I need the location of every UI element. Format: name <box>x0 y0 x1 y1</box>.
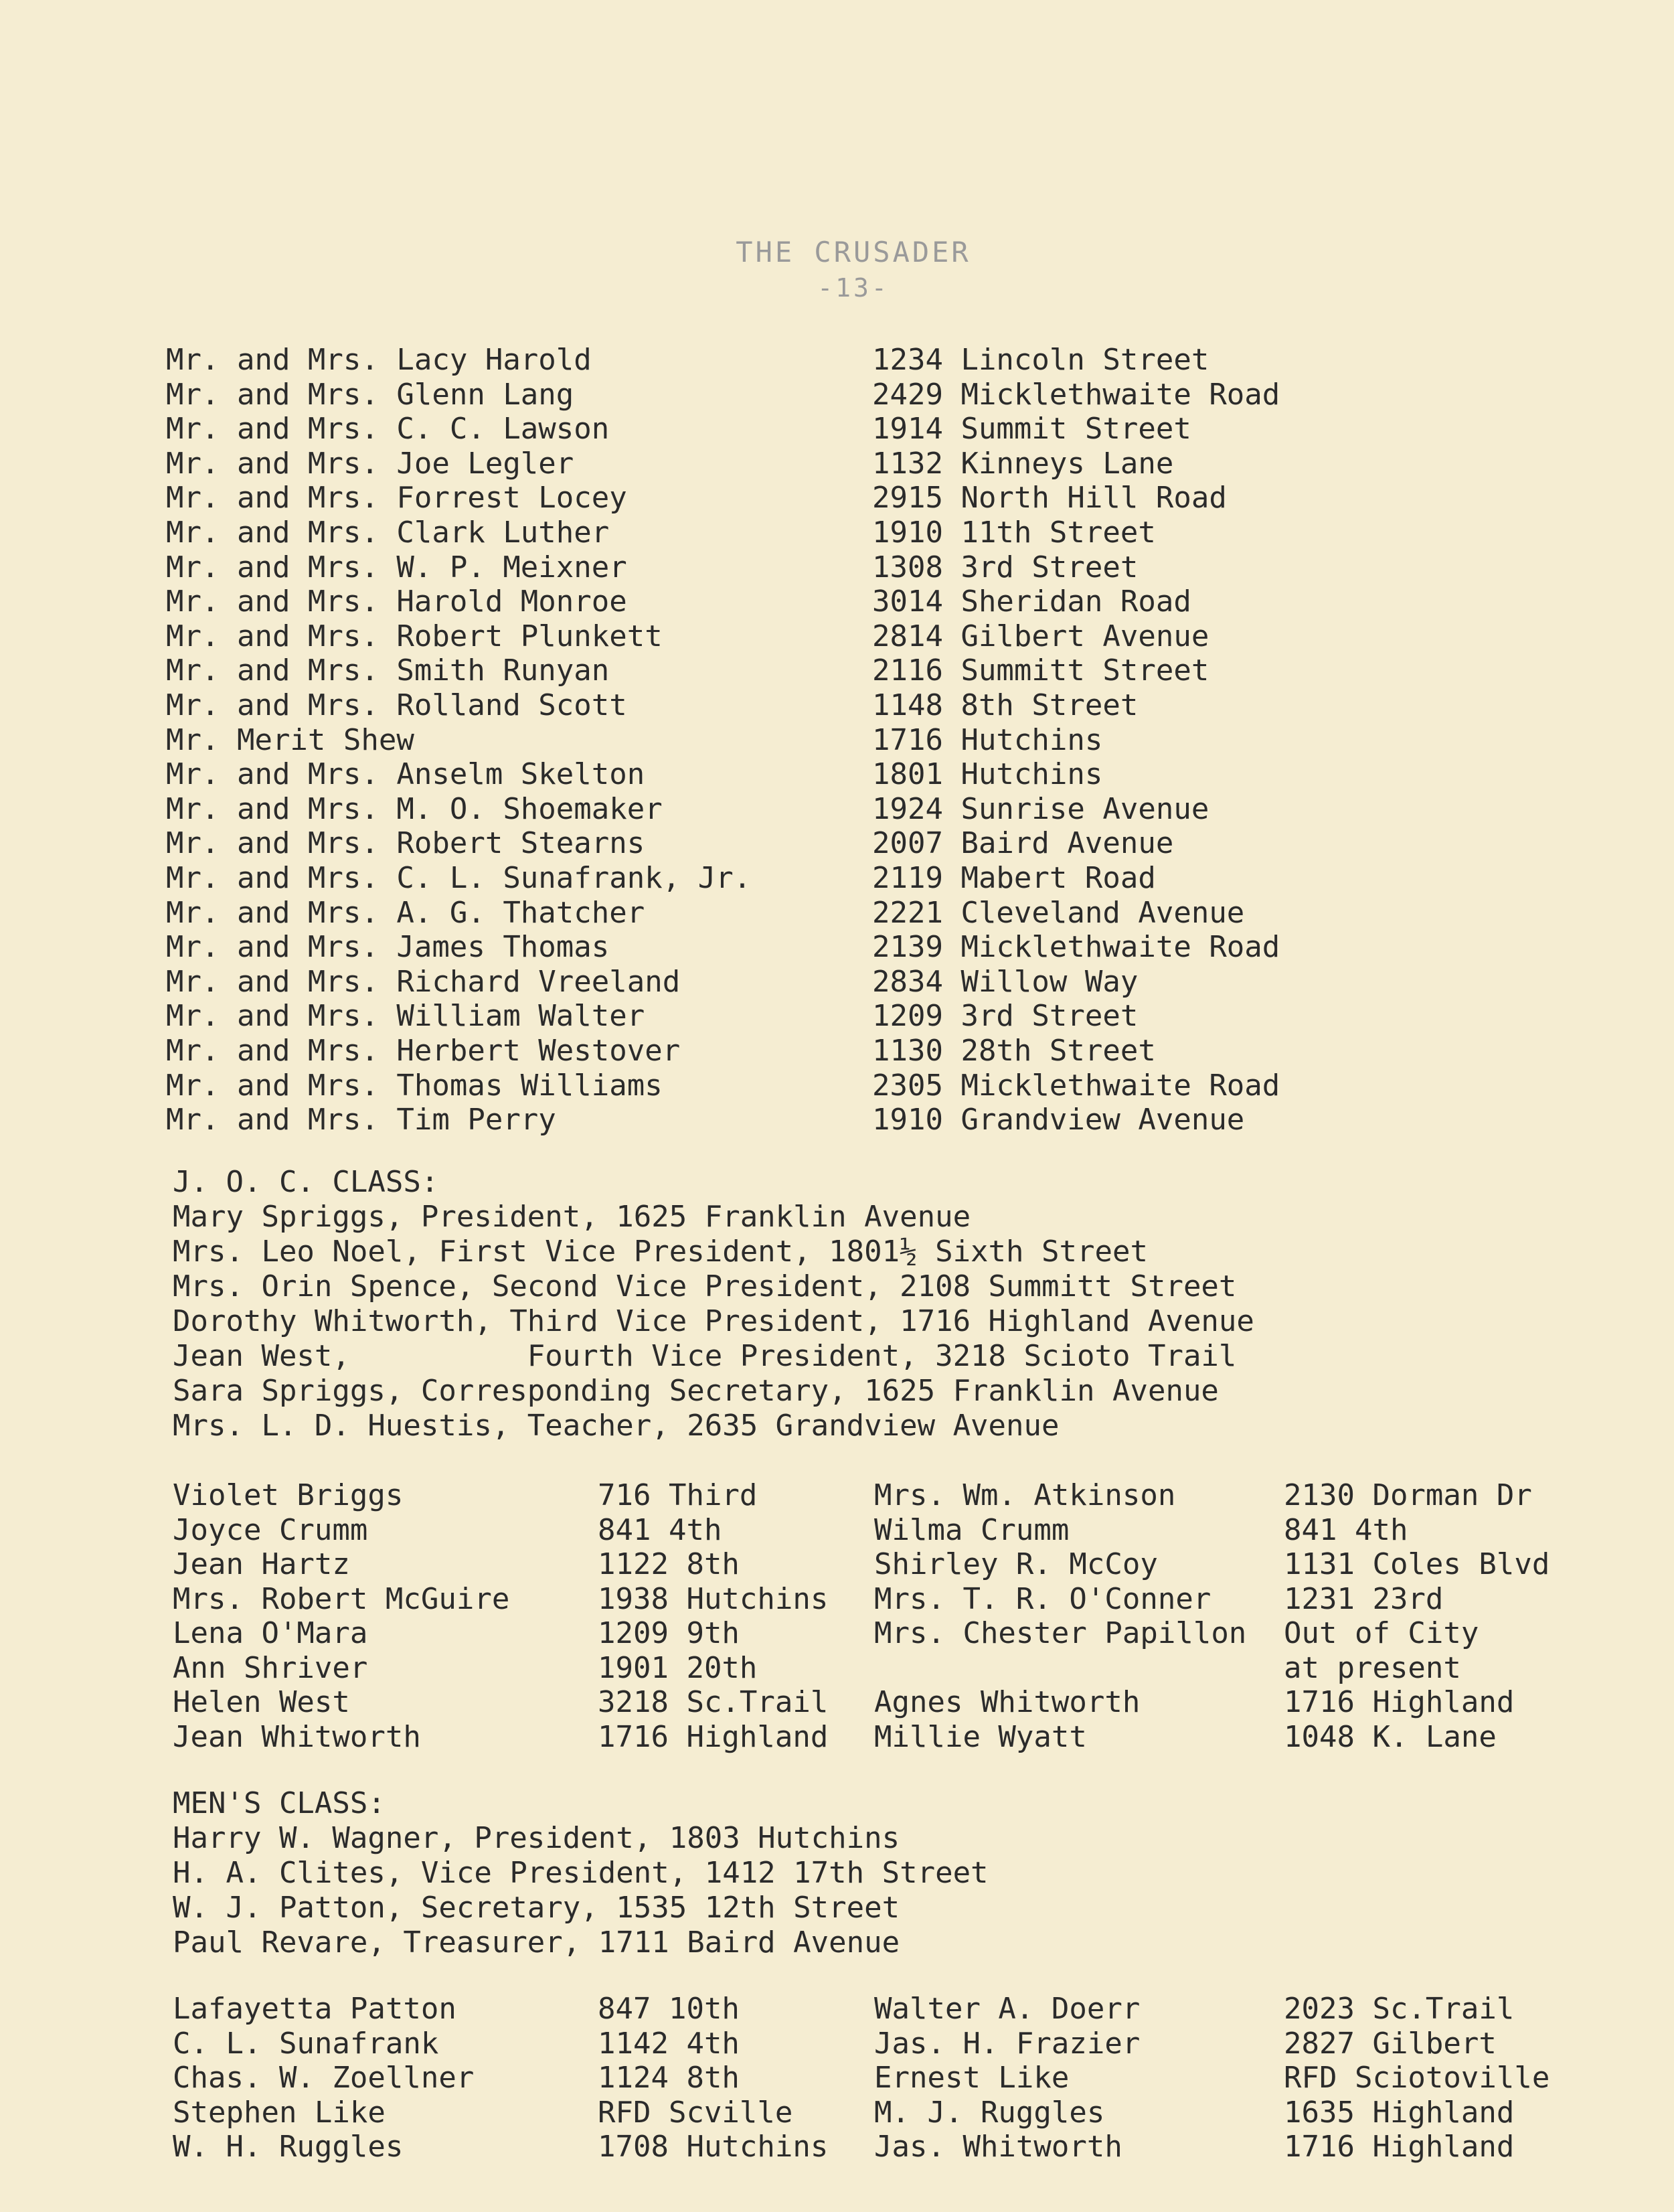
table-row <box>0 1651 1674 1686</box>
member-address: 3218 Sc.Trail <box>598 1685 829 1719</box>
officer-line: Harry W. Wagner, President, 1803 Hutchins <box>173 1821 900 1855</box>
member-name: Mr. and Mrs. William Walter <box>166 999 645 1034</box>
member-name: Mr. and Mrs. Herbert Westover <box>166 1034 681 1068</box>
mens-class-heading: MEN'S CLASS: <box>173 1786 386 1820</box>
member-address: 716 Third <box>598 1478 758 1512</box>
member-name: Shirley R. McCoy <box>874 1547 1158 1581</box>
member-name: Mr. and Mrs. Joe Legler <box>166 446 574 481</box>
member-row <box>0 378 1674 412</box>
member-row <box>0 584 1674 619</box>
member-name: C. L. Sunafrank <box>173 2026 439 2061</box>
member-address: Out of City <box>1284 1616 1479 1650</box>
member-row <box>0 861 1674 896</box>
member-name: Mr. and Mrs. Clark Luther <box>166 516 610 550</box>
member-name: Mr. and Mrs. Tim Perry <box>166 1103 556 1137</box>
page-number: -13- <box>817 273 890 303</box>
member-name: Mr. and Mrs. Lacy Harold <box>166 343 592 377</box>
officer-line: Jean West, Fourth Vice President, 3218 Scioto Trail <box>173 1339 1237 1373</box>
member-row <box>0 447 1674 481</box>
member-address: 1801 Hutchins <box>872 757 1103 792</box>
member-row <box>0 550 1674 585</box>
member-name: Mr. and Mrs. Richard Vreeland <box>166 964 681 999</box>
member-address: 2007 Baird Avenue <box>872 826 1174 861</box>
member-address: RFD Sciotoville <box>1284 2061 1550 2095</box>
member-row <box>0 930 1674 965</box>
joc-class-heading: J. O. C. CLASS: <box>173 1165 439 1199</box>
member-address: 1914 Summit Street <box>872 412 1191 447</box>
member-name: Wilma Crumm <box>874 1512 1070 1547</box>
table-row <box>0 2027 1674 2061</box>
member-name: Lafayetta Patton <box>173 1992 456 2026</box>
member-address: 1130 28th Street <box>872 1034 1156 1068</box>
member-name: Ann Shriver <box>173 1650 368 1685</box>
member-row <box>0 688 1674 723</box>
member-name: Mr. and Mrs. Thomas Williams <box>166 1068 663 1103</box>
member-row <box>0 896 1674 931</box>
member-address: 3014 Sheridan Road <box>872 584 1191 619</box>
member-address: 1716 Highland <box>598 1719 829 1754</box>
member-name: Mr. and Mrs. Glenn Lang <box>166 377 574 412</box>
member-address: 2221 Cleveland Avenue <box>872 895 1245 930</box>
member-address: 1716 Hutchins <box>872 722 1103 757</box>
officer-line: Sara Spriggs, Corresponding Secretary, 1625 Franklin Avenue <box>173 1374 1219 1408</box>
table-row <box>0 1992 1674 2027</box>
member-name: Mr. and Mrs. A. G. Thatcher <box>166 895 645 930</box>
member-name: Mrs. Robert McGuire <box>173 1581 510 1616</box>
member-address: 1635 Highland <box>1284 2095 1515 2130</box>
member-address: 1308 3rd Street <box>872 550 1139 584</box>
member-name: Mrs. Wm. Atkinson <box>874 1478 1176 1512</box>
member-address: 1910 Grandview Avenue <box>872 1103 1245 1137</box>
table-row <box>0 2096 1674 2130</box>
member-address: 2814 Gilbert Avenue <box>872 619 1209 653</box>
member-address: 1124 8th <box>598 2061 740 2095</box>
member-row <box>0 999 1674 1034</box>
member-address: 1048 K. Lane <box>1284 1719 1497 1754</box>
member-name: Jas. Whitworth <box>874 2130 1122 2164</box>
member-address: 1938 Hutchins <box>598 1581 829 1616</box>
member-name: Mr. and Mrs. Harold Monroe <box>166 584 627 619</box>
table-row <box>0 1685 1674 1720</box>
member-address: 1901 20th <box>598 1650 758 1685</box>
member-address: 2119 Mabert Road <box>872 861 1156 895</box>
member-address: 1209 3rd Street <box>872 999 1139 1034</box>
member-name: Joyce Crumm <box>173 1512 368 1547</box>
officer-line: Mrs. Leo Noel, First Vice President, 1801½ Sixth Street <box>173 1235 1148 1269</box>
member-address: 841 4th <box>598 1512 722 1547</box>
member-address: 1132 Kinneys Lane <box>872 446 1174 481</box>
member-row <box>0 1034 1674 1069</box>
officer-line: W. J. Patton, Secretary, 1535 12th Street <box>173 1891 900 1925</box>
member-name: Stephen Like <box>173 2095 386 2130</box>
member-address: 2827 Gilbert <box>1284 2026 1497 2061</box>
member-row <box>0 516 1674 550</box>
member-row <box>0 481 1674 516</box>
member-row <box>0 1103 1674 1137</box>
table-row <box>0 1582 1674 1617</box>
member-address: 2139 Micklethwaite Road <box>872 930 1280 965</box>
member-address: 841 4th <box>1284 1512 1408 1547</box>
member-name: Helen West <box>173 1685 350 1719</box>
member-address: 1234 Lincoln Street <box>872 343 1209 377</box>
member-address: 1716 Highland <box>1284 2130 1515 2164</box>
member-name: Jean Whitworth <box>173 1719 421 1754</box>
member-address: 2915 North Hill Road <box>872 481 1227 516</box>
officer-line: Paul Revare, Treasurer, 1711 Baird Avenue <box>173 1925 900 1960</box>
member-name: Mrs. T. R. O'Conner <box>874 1581 1211 1616</box>
member-row <box>0 619 1674 654</box>
member-name: Jas. H. Frazier <box>874 2026 1141 2061</box>
member-name: Mr. and Mrs. W. P. Meixner <box>166 550 627 584</box>
member-name: Mr. and Mrs. James Thomas <box>166 930 610 965</box>
member-name: M. J. Ruggles <box>874 2095 1105 2130</box>
member-name: Walter A. Doerr <box>874 1992 1141 2026</box>
member-row <box>0 723 1674 758</box>
member-address: 1122 8th <box>598 1547 740 1581</box>
member-name: Mr. Merit Shew <box>166 722 414 757</box>
member-name: W. H. Ruggles <box>173 2130 404 2164</box>
member-address: 2305 Micklethwaite Road <box>872 1068 1280 1103</box>
member-address: 847 10th <box>598 1992 740 2026</box>
member-address: 2429 Micklethwaite Road <box>872 377 1280 412</box>
member-name: Mr. and Mrs. Rolland Scott <box>166 688 627 722</box>
document-title: THE CRUSADER <box>736 236 971 268</box>
officer-line: H. A. Clites, Vice President, 1412 17th Street <box>173 1856 989 1890</box>
member-row <box>0 826 1674 861</box>
member-name: Mr. and Mrs. C. L. Sunafrank, Jr. <box>166 861 752 895</box>
member-row <box>0 343 1674 378</box>
member-name: Mr. and Mrs. Forrest Locey <box>166 481 627 516</box>
member-row <box>0 757 1674 792</box>
member-name: Jean Hartz <box>173 1547 350 1581</box>
member-address: at present <box>1284 1650 1461 1685</box>
member-name: Mr. and Mrs. Smith Runyan <box>166 653 610 688</box>
member-address: RFD Scville <box>598 2095 793 2130</box>
member-name: Mr. and Mrs. Robert Stearns <box>166 826 645 861</box>
member-name: Mr. and Mrs. Anselm Skelton <box>166 757 645 792</box>
officer-line: Mrs. L. D. Huestis, Teacher, 2635 Grandview Avenue <box>173 1409 1060 1443</box>
officer-line: Mrs. Orin Spence, Second Vice President, 2108 Summitt Street <box>173 1269 1237 1304</box>
member-name: Ernest Like <box>874 2061 1070 2095</box>
member-address: 1131 Coles Blvd <box>1284 1547 1550 1581</box>
member-name: Chas. W. Zoellner <box>173 2061 475 2095</box>
member-row <box>0 412 1674 447</box>
member-address: 1142 4th <box>598 2026 740 2061</box>
member-address: 1910 11th Street <box>872 516 1156 550</box>
member-name: Mr. and Mrs. M. O. Shoemaker <box>166 791 663 826</box>
member-address: 1148 8th Street <box>872 688 1139 722</box>
member-address: 2116 Summitt Street <box>872 653 1209 688</box>
officer-line: Dorothy Whitworth, Third Vice President, 1716 Highland Avenue <box>173 1304 1254 1338</box>
member-row <box>0 965 1674 1000</box>
member-address: 2834 Willow Way <box>872 964 1139 999</box>
member-row <box>0 792 1674 827</box>
member-row <box>0 1069 1674 1103</box>
member-address: 1924 Sunrise Avenue <box>872 791 1209 826</box>
member-address: 2023 Sc.Trail <box>1284 1992 1515 2026</box>
officer-line: Mary Spriggs, President, 1625 Franklin Avenue <box>173 1200 971 1234</box>
member-address: 2130 Dorman Dr <box>1284 1478 1532 1512</box>
member-name: Lena O'Mara <box>173 1616 368 1650</box>
table-row <box>0 1513 1674 1548</box>
table-row <box>0 2130 1674 2164</box>
member-address: 1231 23rd <box>1284 1581 1444 1616</box>
member-address: 1716 Highland <box>1284 1685 1515 1719</box>
table-row <box>0 1547 1674 1582</box>
member-name: Millie Wyatt <box>874 1719 1087 1754</box>
member-name: Mr. and Mrs. Robert Plunkett <box>166 619 663 653</box>
table-row <box>0 2061 1674 2096</box>
member-name: Mr. and Mrs. C. C. Lawson <box>166 412 610 447</box>
member-name: Mrs. Chester Papillon <box>874 1616 1247 1650</box>
member-address: 1708 Hutchins <box>598 2130 829 2164</box>
table-row <box>0 1720 1674 1755</box>
member-name: Agnes Whitworth <box>874 1685 1141 1719</box>
table-row <box>0 1616 1674 1651</box>
member-address: 1209 9th <box>598 1616 740 1650</box>
member-row <box>0 653 1674 688</box>
table-row <box>0 1478 1674 1513</box>
member-name: Violet Briggs <box>173 1478 404 1512</box>
